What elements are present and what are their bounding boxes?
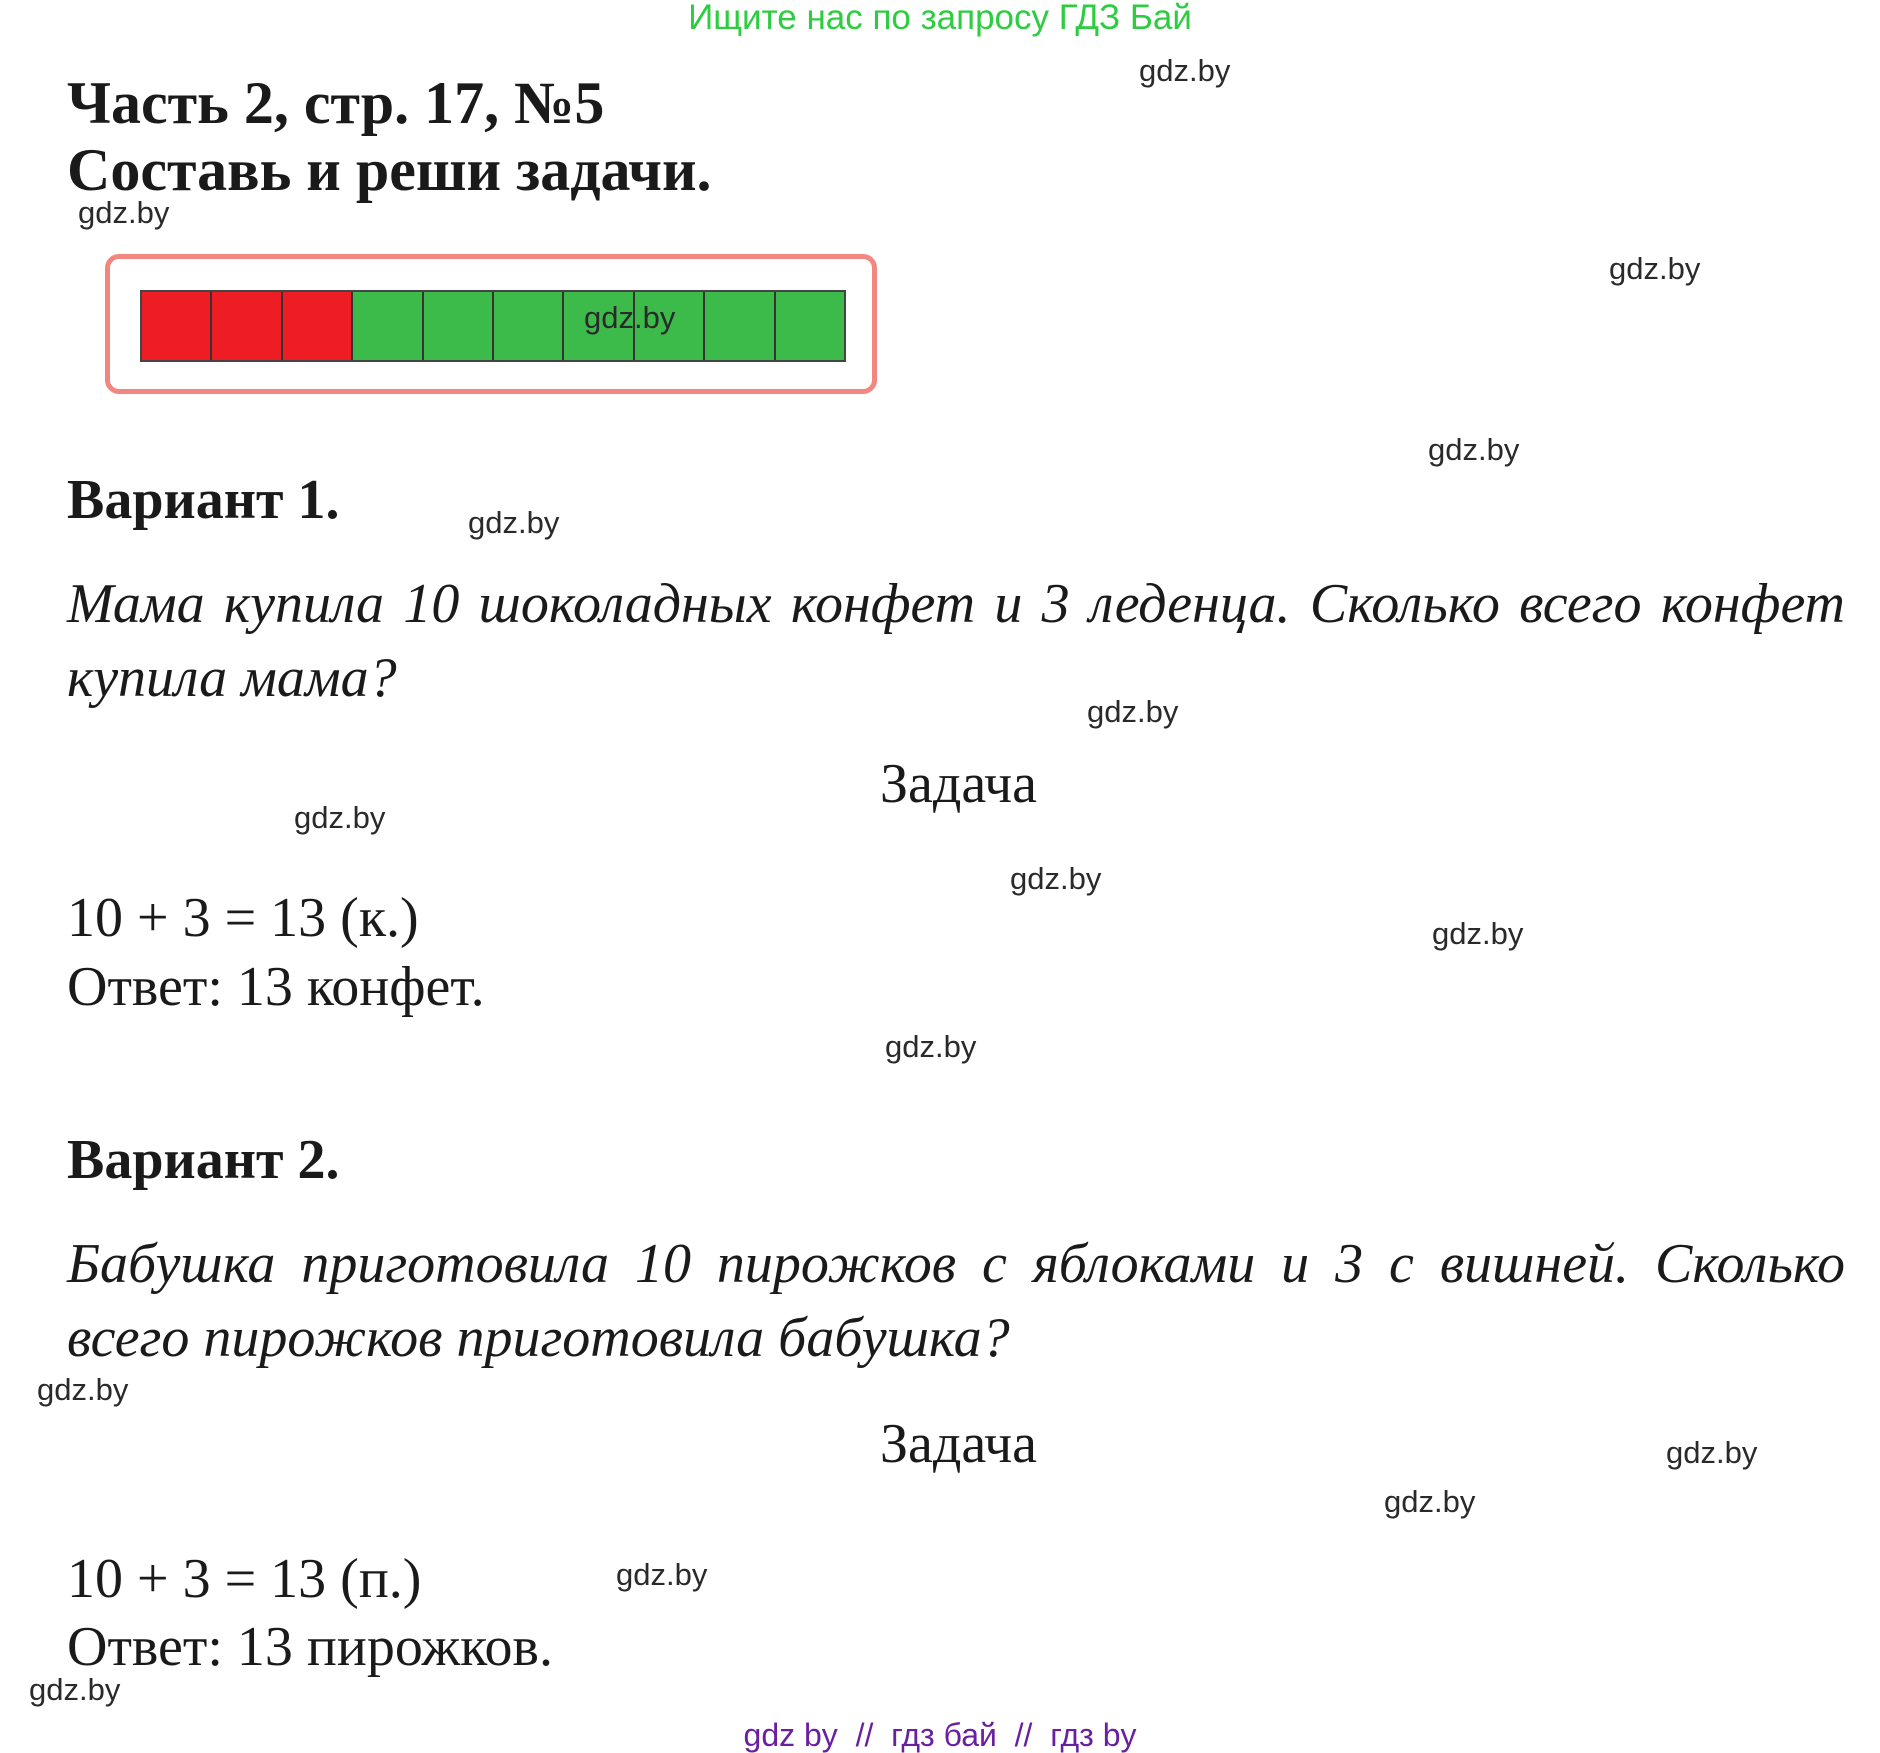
watermark: gdz.by <box>1139 53 1231 88</box>
watermark: gdz.by <box>1432 916 1524 951</box>
variant-2-title: Вариант 2. <box>67 1129 340 1191</box>
variant-1-answer: Ответ: 13 конфет. <box>67 956 485 1018</box>
scheme-cell <box>142 292 212 360</box>
watermark: gdz.by <box>29 1672 121 1707</box>
watermark: gdz.by <box>1010 861 1102 896</box>
watermark: gdz.by <box>1609 251 1701 286</box>
page-title: Часть 2, стр. 17, №5 <box>67 70 605 136</box>
watermark: gdz.by <box>616 1557 708 1592</box>
watermark: gdz.by <box>1384 1484 1476 1519</box>
scheme-cell <box>494 292 564 360</box>
variant-1-text: Мама купила 10 шоколадных конфет и 3 леденца. Сколько всего конфет купила мама? <box>67 573 1845 709</box>
watermark: gdz.by <box>885 1029 977 1064</box>
variant-2-answer: Ответ: 13 пирожков. <box>67 1616 553 1678</box>
watermark: gdz.by <box>78 195 170 230</box>
watermark: gdz.by <box>37 1372 129 1407</box>
scheme-cell <box>353 292 423 360</box>
scheme-cell <box>212 292 282 360</box>
variant-2-text: Бабушка приготовила 10 пирожков с яблоками и 3 с вишней. Сколько всего пирожков приготовила бабушка? <box>67 1233 1845 1369</box>
watermark: gdz.by <box>468 505 560 540</box>
watermark: gdz.by <box>1666 1435 1758 1470</box>
scheme-cell <box>424 292 494 360</box>
variant-1-equation: 10 + 3 = 13 (к.) <box>67 887 419 949</box>
watermark: gdz.by <box>584 300 676 335</box>
variant-1-title: Вариант 1. <box>67 469 340 531</box>
task-instruction: Составь и реши задачи. <box>67 137 712 203</box>
variant-2-task-label: Задача <box>879 1413 1038 1475</box>
watermark: gdz.by <box>1087 694 1179 729</box>
watermark: gdz.by <box>294 800 386 835</box>
variant-1-task-label: Задача <box>879 753 1038 815</box>
search-banner: Ищите нас по запросу ГДЗ Бай <box>688 0 1192 37</box>
watermark: gdz.by <box>1428 432 1520 467</box>
scheme-cell <box>283 292 353 360</box>
scheme-cell <box>705 292 775 360</box>
scheme-bar <box>140 290 846 362</box>
variant-2-equation: 10 + 3 = 13 (п.) <box>67 1548 422 1610</box>
footer-links: gdz by // гдз бай // гдз by <box>743 1717 1137 1753</box>
scheme-cell <box>776 292 844 360</box>
